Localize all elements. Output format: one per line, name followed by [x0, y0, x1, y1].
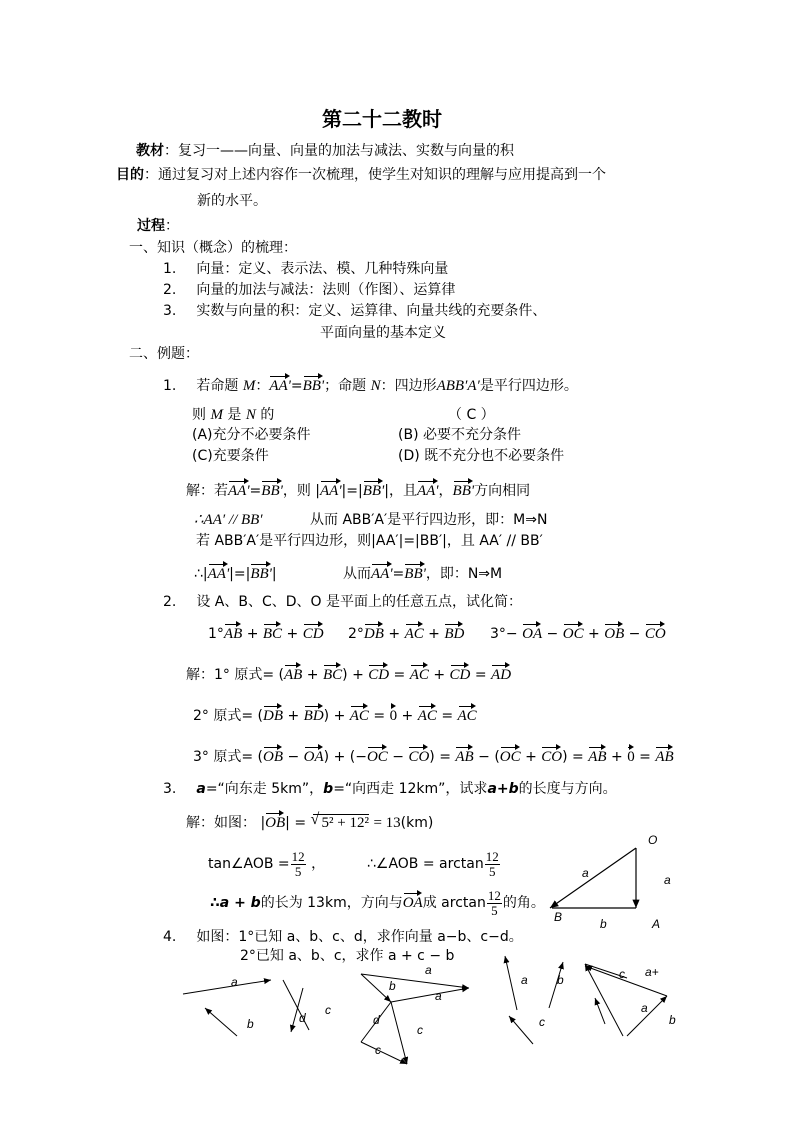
vec-s1-BC: BC: [323, 664, 342, 683]
vec-BB1-s4: BB': [250, 563, 272, 582]
fig4-vec-c2: [361, 1042, 407, 1064]
ex1-s4c: |: [271, 566, 277, 582]
fig4-label-c4: c: [619, 967, 625, 981]
ex1-s1f: 方向相同: [474, 483, 531, 499]
ex3-s2a: tan∠AOB =: [208, 856, 290, 872]
ex2-s1-prefix: 1° 原式=: [214, 667, 275, 683]
ex2-intro-line: [163, 592, 522, 612]
fig4-vec-a3: [505, 956, 517, 1010]
ex1-s1d: |，且: [384, 483, 417, 499]
ex1-s1e: ，: [438, 483, 453, 499]
ex2-s2-prefix: 2° 原式=: [193, 708, 254, 724]
ex1-s4b: |=|: [229, 566, 251, 582]
vec-s1-AC: AC: [410, 664, 429, 683]
fig4-label-sum: a+: [645, 965, 659, 979]
goal-label: 目的: [116, 167, 144, 183]
ex2-q1-label: 1°: [208, 626, 224, 642]
ex3-q1: =“向东走 5km”，: [205, 781, 324, 797]
ex1-q1: 则: [192, 407, 206, 423]
ex4-vector-figure: [175, 952, 695, 1072]
ex1-option-d: (D) 既不充分也不必要条件: [398, 448, 565, 464]
vec-OB-ex3: OB: [265, 812, 285, 831]
s1-item-3: [163, 301, 546, 321]
goal-text-2: 新的水平。: [197, 193, 267, 209]
ex2-q2-label: 2°: [348, 626, 364, 642]
ex3-s1a: 解：如图：: [186, 815, 256, 831]
vec-s1-CD2: CD: [450, 664, 471, 683]
fig4-label-d: d: [299, 1011, 306, 1025]
ex1-s3: 若 ABB′A′是平行四边形，则|AA′|=|BB′|，且 AA′ // BB′: [196, 533, 543, 549]
fig4-label-a3: a: [521, 973, 528, 987]
vec-s3-AB3: AB: [655, 746, 673, 765]
fig4-vec-a-b: [391, 988, 469, 1002]
ex3-sol-2: [208, 848, 325, 880]
fig4-vec-b2: [361, 974, 391, 1002]
ex3-s2c: ∴∠AOB = arctan: [367, 856, 484, 872]
s1-item-2-num: 2.: [163, 282, 177, 298]
vec-s2-AC2: AC: [418, 705, 437, 724]
vec-s3-AB: AB: [455, 746, 473, 765]
ex1-s1a: 解：若: [186, 483, 228, 499]
fig3-label-O: O: [648, 833, 658, 847]
ex3-s3b: 的长为 13km，方向与: [260, 895, 403, 911]
ex2-q3-label: 3°: [490, 626, 506, 642]
vec-BD: BD: [444, 623, 464, 642]
sqrt-inner: 5² + 12²: [321, 815, 369, 831]
vec-AA1-s1: AA': [228, 480, 250, 499]
frac-3: [487, 889, 502, 918]
ex3-s3c: 成 arctan: [422, 895, 486, 911]
fig3-label-a1: a: [582, 866, 589, 880]
fig4-label-d2: d: [373, 1013, 380, 1027]
ex3-sol-2b: [367, 848, 501, 880]
ex1-option-c: (C)充要条件: [192, 448, 269, 464]
ex3-s3d: 的角。: [502, 895, 545, 911]
vec-BB1-s1c: BB': [453, 480, 475, 499]
ex2-sol-1: 解：1° 原式= (AB + BC) + CD = AC + CD = AD: [186, 664, 511, 685]
sqrt: [313, 814, 369, 831]
vec-s2-AC: AC: [350, 705, 369, 724]
vec-s1-AB: AB: [284, 664, 302, 683]
vec-s3-CO: CO: [408, 746, 429, 765]
vec-BB1-s1: BB': [261, 480, 283, 499]
ex1-s1-eq: =: [249, 483, 262, 499]
vec-AA1: AA': [269, 375, 291, 394]
vec-s3-zero: 0: [627, 746, 635, 765]
vec-s2-zero: 0: [390, 705, 398, 724]
ex1-answer: （ C ）: [448, 407, 495, 423]
vec-BC: BC: [263, 623, 282, 642]
frac-1-num: 12: [291, 848, 305, 864]
vec-OA-ex3: OA: [403, 892, 423, 911]
ex1-sol-line1: [186, 480, 530, 501]
sqrt-eq: = 13: [373, 815, 401, 831]
ex1-p5: 是平行四边形。: [479, 378, 578, 394]
vec-s3-OC2: OC: [500, 746, 521, 765]
fig4-vec-b: [205, 1008, 237, 1036]
process-colon: ：: [165, 218, 179, 234]
frac-1: [291, 850, 306, 879]
ex2-intro: 设 A、B、C、D、O 是平面上的任意五点，试化简：: [196, 594, 523, 610]
ex1-question: [163, 375, 578, 396]
fig4-vec-d: [291, 988, 303, 1032]
material-text: ：复习一——向量、向量的加法与减法、实数与向量的积: [164, 143, 514, 159]
ex1-p4: ：四边形: [380, 378, 437, 394]
vec-OB: OB: [604, 623, 624, 642]
vec-CD: CD: [303, 623, 324, 642]
material-label: 教材: [136, 143, 164, 159]
vec-AA1-s4b: AA': [371, 563, 393, 582]
fig4-label-a: a: [231, 975, 238, 989]
ex3-ab: a+b: [487, 781, 519, 797]
fig4-label-b3: b: [557, 973, 564, 987]
section2-heading: 二、例题：: [129, 346, 199, 362]
s1-item-1-text: 向量：定义、表示法、模、几种特殊向量: [196, 261, 449, 277]
ex3-triangle-figure: [540, 828, 690, 938]
ex1-abba: ABB′A′: [436, 378, 480, 394]
ex1-p2: ：: [255, 378, 270, 394]
ex1-M: M: [242, 378, 256, 394]
vec-DB: DB: [364, 623, 384, 642]
ex1-s4d: 从而: [343, 566, 371, 582]
process-label: 过程: [137, 218, 165, 234]
vec-s1-AD: AD: [491, 664, 511, 683]
fig3-label-a2: a: [664, 873, 671, 887]
ex4-line1: [163, 927, 523, 947]
vec-AA1-s1b: AA': [320, 480, 342, 499]
fig4-label-a2: a: [425, 963, 432, 977]
vec-s3-OC: OC: [367, 746, 388, 765]
vec-AC: AC: [405, 623, 424, 642]
fig4-vec-c-d: [391, 1002, 407, 1064]
frac-2: [485, 850, 500, 879]
ex4-l1: 如图：1°已知 a、b、c、d，求作向量 a−b、c−d。: [196, 929, 523, 945]
vec-s2-AC3: AC: [458, 705, 477, 724]
vec-OC: OC: [563, 623, 584, 642]
ex3-sol-3: [210, 887, 545, 919]
ex2-q2: 2°DB + AC + BD: [348, 623, 464, 644]
ex1-sol-line4b: [343, 563, 502, 584]
page-title: 第二十二教时: [322, 107, 442, 131]
ex2-s3-prefix: 3° 原式=: [193, 749, 254, 765]
ex1-q-line: [192, 405, 274, 425]
frac-2-num: 12: [485, 848, 499, 864]
ex2-q3: 3°− OA − OC + OB − CO: [490, 623, 666, 644]
ex4-num: 4.: [163, 929, 177, 945]
ex3-s2b: ，: [311, 856, 326, 872]
ex1-option-b: (B) 必要不充分条件: [398, 427, 521, 443]
fig3-label-A: A: [652, 917, 661, 931]
frac-3-num: 12: [487, 887, 501, 903]
fig4-label-a-b: a: [435, 989, 442, 1003]
section1-heading: 一、知识（概念）的梳理：: [129, 240, 297, 256]
ex3-a: a: [196, 781, 206, 797]
ex4-l2: 2°已知 a、b、c，求作 a + c − b: [240, 948, 455, 964]
vec-s3-CO2: CO: [541, 746, 562, 765]
vec-BB1-s4b: BB': [404, 563, 426, 582]
ex2-sol-label: 解：: [186, 667, 214, 683]
frac-2-den: 5: [488, 863, 496, 879]
fig4-label-c-d: c: [417, 1023, 423, 1037]
frac-3-den: 5: [491, 902, 498, 918]
ex1-p1: 若命题: [196, 378, 239, 394]
ex3-question: [163, 779, 617, 799]
ex1-q3: 的: [260, 407, 275, 423]
vec-BB1: BB': [303, 375, 325, 394]
ex2-q1: 1°AB + BC + CD: [208, 623, 324, 644]
ex1-s1b: ，则 |: [282, 483, 320, 499]
process-line: [137, 216, 179, 236]
ex1-s4a: ∴|: [194, 566, 208, 582]
s1-item-3-num: 3.: [163, 303, 177, 319]
fig4-label-b2: b: [389, 979, 396, 993]
s1-item-3-text: 实数与向量的积：定义、运算律、向量共线的充要条件、: [196, 303, 547, 319]
fig4-vec-a5: [595, 998, 605, 1024]
vec-AB: AB: [224, 623, 242, 642]
ex1-option-a: (A)充分不必要条件: [192, 427, 311, 443]
vec-s2-BD: BD: [304, 705, 324, 724]
ex3-s3a: ∴a + b: [210, 895, 261, 911]
frac-1-den: 5: [294, 863, 302, 879]
vec-s1-CD: CD: [368, 664, 389, 683]
fig4-label-c2: c: [375, 1043, 381, 1057]
ex1-q-N: N: [245, 407, 256, 423]
ex1-s4-eq: =: [392, 566, 405, 582]
fig3-vector-OB: [550, 848, 636, 908]
ex3-sol-1: 解：如图： |OB| = √ 5² + 12² = 13(km): [186, 812, 433, 833]
vec-s3-AB2: AB: [588, 746, 606, 765]
vec-AA1-s1c: AA': [417, 480, 439, 499]
ex1-s1c: |=|: [341, 483, 363, 499]
material-line: [136, 141, 514, 161]
ex1-N: N: [370, 378, 381, 394]
ex3-b: b: [323, 781, 334, 797]
ex1-num: 1.: [163, 378, 177, 394]
fig4-label-c3: c: [539, 1015, 545, 1029]
vec-s3-OA: OA: [304, 746, 324, 765]
s1-item-2: [163, 280, 455, 300]
vec-OA: OA: [522, 623, 542, 642]
ex1-s4e: ，即：N⇒M: [425, 566, 503, 582]
ex3-num: 3.: [163, 781, 177, 797]
ex2-sol-2: 2° 原式= (DB + BD) + AC = 0 + AC = AC: [193, 705, 477, 726]
fig3-label-b: b: [600, 917, 607, 931]
ex1-eq: =: [290, 378, 303, 394]
fig4-label-a4: a: [641, 1001, 648, 1015]
fig4-label-b: b: [247, 1017, 254, 1031]
s1-item-1: [163, 259, 448, 279]
ex2-sol-3: 3° 原式= (OB − OA) + (−OC − CO) = AB − (OC + CO) = AB + 0 = AB: [193, 746, 674, 767]
fig4-vec-a2: [361, 974, 469, 988]
vec-s3-OB: OB: [263, 746, 283, 765]
ex1-s2a: ∴AA′ // BB′: [194, 512, 263, 528]
vec-BB1-s1b: BB': [363, 480, 385, 499]
goal-text-1: ：通过复习对上述内容作一次梳理，使学生对知识的理解与应用提高到一个: [144, 167, 606, 183]
ex1-p3: ；命题: [324, 378, 367, 394]
ex1-s2b: 从而 ABB′A′是平行四边形，即：M⇒N: [310, 512, 548, 528]
ex1-q2: 是: [227, 407, 242, 423]
ex1-q-M: M: [210, 407, 223, 423]
s1-item-3-cont: 平面向量的基本定义: [320, 325, 446, 341]
vec-s2-DB: DB: [263, 705, 283, 724]
ex3-q2: =“向西走 12km”，试求: [333, 781, 488, 797]
ex2-num: 2.: [163, 594, 177, 610]
s1-item-1-num: 1.: [163, 261, 177, 277]
vec-CO: CO: [645, 623, 666, 642]
goal-line: [116, 165, 606, 185]
ex3-q-end: 的长度与方向。: [518, 781, 617, 797]
fig4-label-c: c: [325, 1003, 331, 1017]
fig4-vec-c3: [509, 1016, 533, 1044]
ex3-s1b: (km): [400, 815, 434, 831]
fig4-label-b4: b: [669, 1013, 676, 1027]
fig3-label-B: B: [554, 910, 563, 924]
s1-item-2-text: 向量的加法与减法：法则（作图）、运算律: [196, 282, 456, 298]
fig4-vec-a: [183, 980, 271, 994]
ex1-sol-line4: [194, 563, 277, 584]
vec-AA1-s4: AA': [208, 563, 230, 582]
